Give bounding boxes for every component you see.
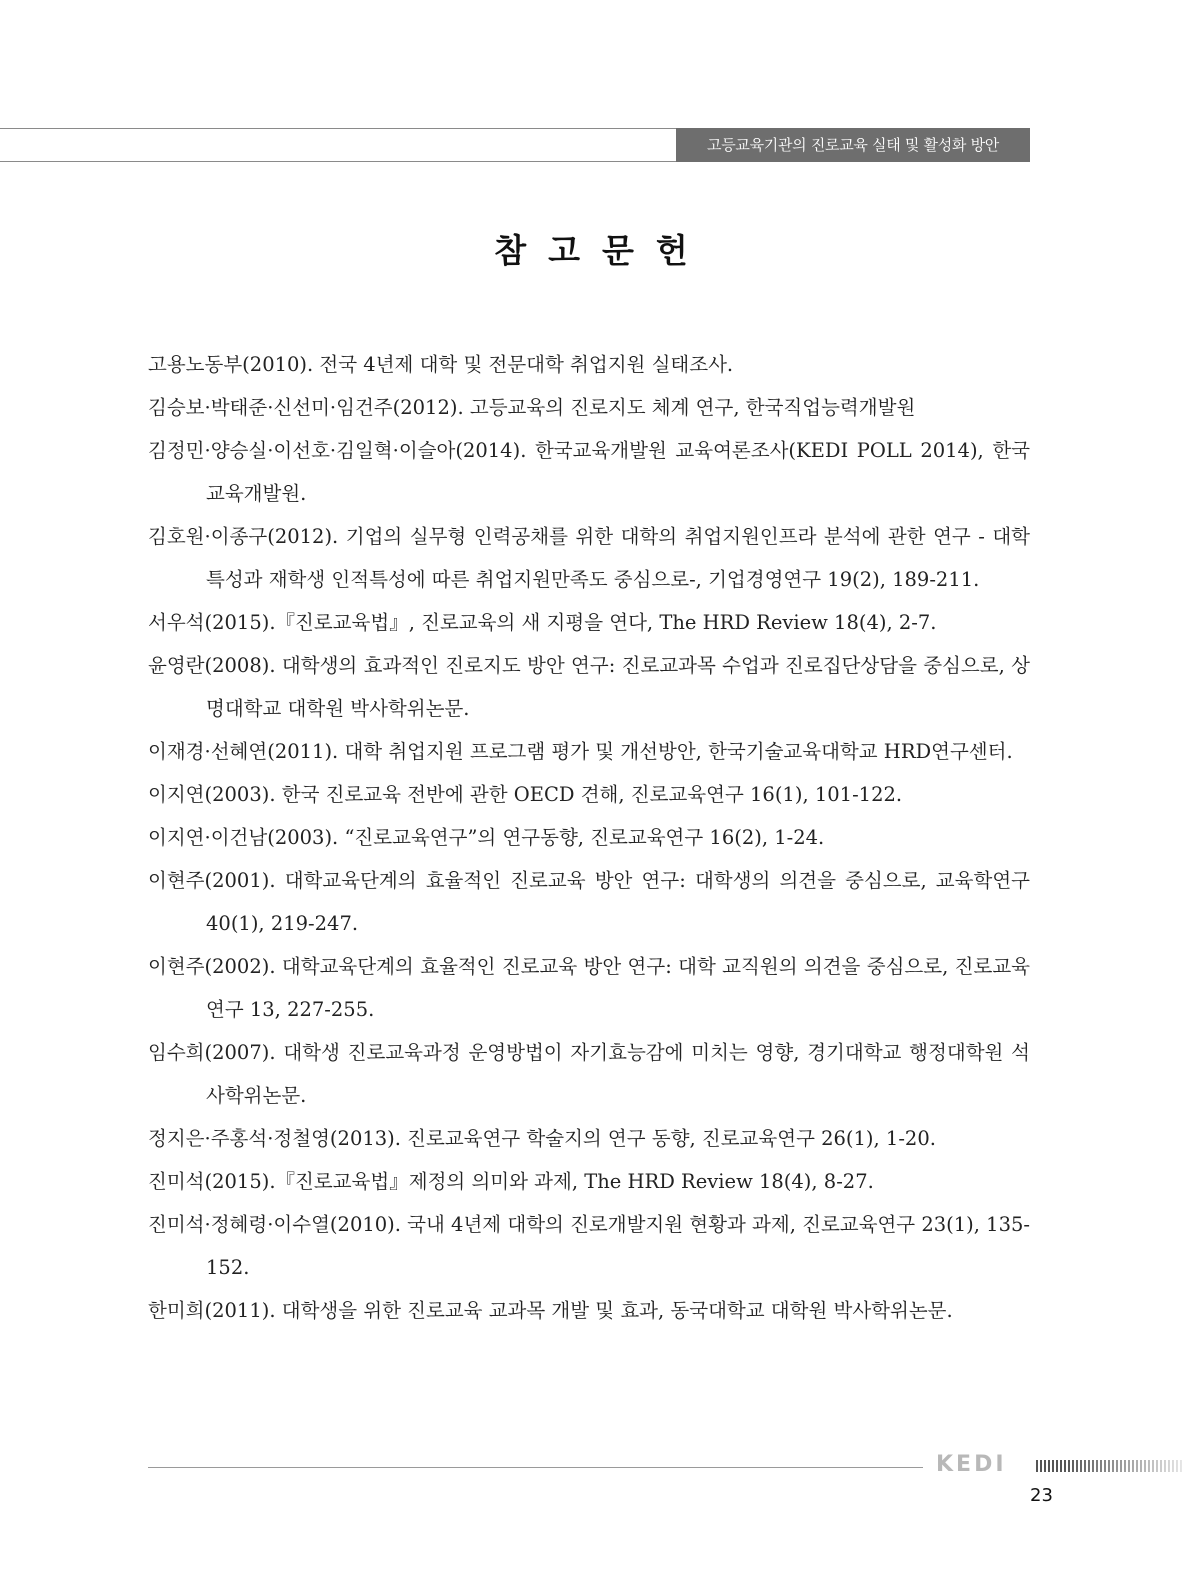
page-title: 참고문헌 bbox=[494, 231, 710, 270]
reference-item: 한미희(2011). 대학생을 위한 진로교육 교과목 개발 및 효과, 동국대학교 대학원 박사학위논문. bbox=[148, 1299, 953, 1322]
footer-decorative-bar bbox=[1036, 1460, 1182, 1472]
reference-item: 이지연(2003). 한국 진로교육 전반에 관한 OECD 견해, 진로교육연구 16(1), 101-122. bbox=[148, 783, 903, 806]
reference-item: 김정민·양승실·이선호·김일혁·이슬아(2014). 한국교육개발원 교육여론조사(KEDI POLL 2014), 한국교육개발원. bbox=[148, 439, 1030, 505]
reference-item: 서우석(2015).『진로교육법』, 진로교육의 새 지평을 연다, The HRD Review 18(4), 2-7. bbox=[148, 611, 937, 634]
reference-item: 이지연·이건남(2003). “진로교육연구”의 연구동향, 진로교육연구 16(2), 1-24. bbox=[148, 826, 825, 849]
reference-item: 이현주(2001). 대학교육단계의 효율적인 진로교육 방안 연구: 대학생의 의견을 중심으로, 교육학연구 40(1), 219-247. bbox=[148, 869, 1030, 935]
header-rule-bottom bbox=[0, 161, 690, 162]
reference-item: 이재경·선혜연(2011). 대학 취업지원 프로그램 평가 및 개선방안, 한국기술교육대학교 HRD연구센터. bbox=[148, 740, 1013, 763]
reference-item: 임수희(2007). 대학생 진로교육과정 운영방법이 자기효능감에 미치는 영향, 경기대학교 행정대학원 석사학위논문. bbox=[148, 1041, 1030, 1107]
reference-item: 진미석·정혜령·이수열(2010). 국내 4년제 대학의 진로개발지원 현황과 과제, 진로교육연구 23(1), 135-152. bbox=[148, 1213, 1030, 1279]
reference-item: 진미석(2015).『진로교육법』제정의 의미와 과제, The HRD Review 18(4), 8-27. bbox=[148, 1170, 874, 1193]
reference-list bbox=[148, 343, 1030, 1332]
reference-item: 이현주(2002). 대학교육단계의 효율적인 진로교육 방안 연구: 대학 교직원의 의견을 중심으로, 진로교육연구 13, 227-255. bbox=[148, 955, 1030, 1021]
reference-item: 정지은·주홍석·정철영(2013). 진로교육연구 학술지의 연구 동향, 진로교육연구 26(1), 1-20. bbox=[148, 1127, 936, 1150]
reference-item: 김승보·박태준·신선미·임건주(2012). 고등교육의 진로지도 체계 연구, 한국직업능력개발원 bbox=[148, 396, 916, 419]
reference-item: 윤영란(2008). 대학생의 효과적인 진로지도 방안 연구: 진로교과목 수업과 진로집단상담을 중심으로, 상명대학교 대학원 박사학위논문. bbox=[148, 654, 1030, 720]
footer-rule bbox=[148, 1467, 923, 1468]
running-header: 고등교육기관의 진로교육 실태 및 활성화 방안 bbox=[676, 128, 1030, 162]
page-number: 23 bbox=[1030, 1485, 1053, 1506]
reference-item: 김호원·이종구(2012). 기업의 실무형 인력공채를 위한 대학의 취업지원인프라 분석에 관한 연구 - 대학특성과 재학생 인적특성에 따른 취업지원만족도 중심으로-, 기업경영연구 19(2), 189-211. bbox=[148, 525, 1030, 591]
reference-item: 고용노동부(2010). 전국 4년제 대학 및 전문대학 취업지원 실태조사. bbox=[148, 353, 734, 376]
kedi-logo: KEDI bbox=[936, 1452, 1007, 1477]
header-rule-top bbox=[0, 128, 690, 129]
